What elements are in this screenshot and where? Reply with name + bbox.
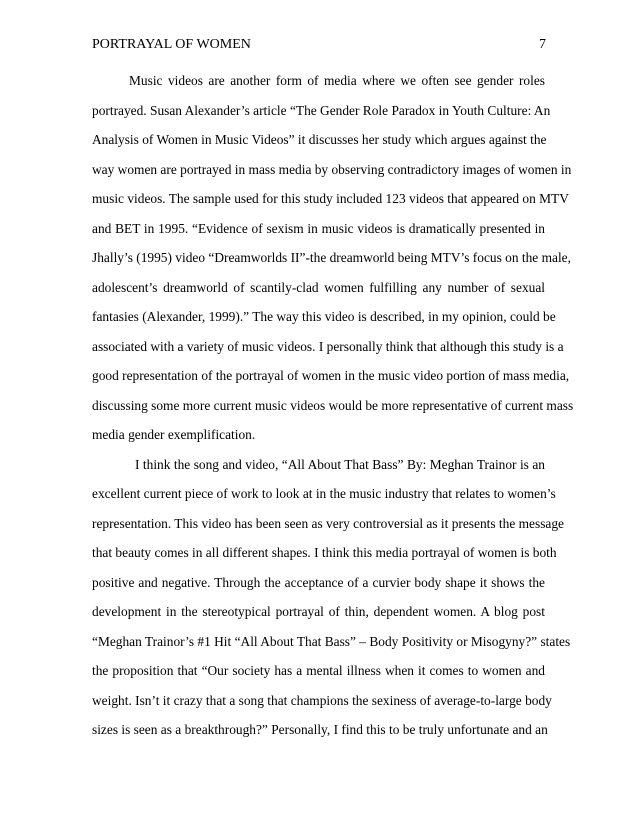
running-header <box>92 37 546 57</box>
text-line: representation. This video has been seen as very controversial as it presents the message <box>92 515 564 531</box>
body-text <box>92 66 574 745</box>
text-line: I think the song and video, “All About That Bass” By: Meghan Trainor is an <box>135 456 545 472</box>
paragraph-1 <box>92 66 574 450</box>
text-line: associated with a variety of music videos. I personally think that although this study is a <box>92 338 564 354</box>
running-head-title: PORTRAYAL OF WOMEN <box>92 37 251 52</box>
text-line: music videos. The sample used for this study included 123 videos that appeared on MTV <box>92 191 569 206</box>
text-line: and BET in 1995. “Evidence of sexism in music videos is dramatically presented in <box>92 220 545 236</box>
page-number: 7 <box>539 37 546 52</box>
text-line: the proposition that “Our society has a mental illness when it comes to women and <box>92 663 545 678</box>
text-line: good representation of the portrayal of women in the music video portion of mass media, <box>92 368 570 383</box>
text-line: portrayed. Susan Alexander’s article “The Gender Role Paradox in Youth Culture: An <box>92 102 551 118</box>
text-line: excellent current piece of work to look at in the music industry that relates to women’s <box>92 486 556 501</box>
text-line: Music videos are another form of media where we often see gender roles <box>129 73 545 88</box>
text-line: Analysis of Women in Music Videos” it discusses her study which argues against the <box>92 132 547 147</box>
text-line: “Meghan Trainor’s #1 Hit “All About That Bass” – Body Positivity or Misogyny?” states <box>92 633 571 649</box>
text-line: media gender exemplification. <box>92 427 256 442</box>
text-line: Jhally’s (1995) video “Dreamworlds II”-the dreamworld being MTV’s focus on the male, <box>92 250 571 265</box>
text-line: adolescent’s dreamworld of scantily-clad women fulfilling any number of sexual <box>92 279 545 295</box>
paragraph-2 <box>92 450 571 745</box>
text-line: that beauty comes in all different shapes. I think this media portrayal of women is both <box>92 545 557 560</box>
text-line: discussing some more current music videos would be more representative of current mass <box>92 397 574 413</box>
text-line: way women are portrayed in mass media by observing contradictory images of women in <box>92 161 572 177</box>
text-line: weight. Isn’t it crazy that a song that champions the sexiness of average-to-large body <box>92 692 552 708</box>
text-line: development in the stereotypical portrayal of thin, dependent women. A blog post <box>92 604 545 619</box>
text-line: fantasies (Alexander, 1999).” The way this video is described, in my opinion, could be <box>92 309 556 324</box>
text-line: positive and negative. Through the acceptance of a curvier body shape it shows the <box>92 574 545 590</box>
text-line: sizes is seen as a breakthrough?” Personally, I find this to be truly unfortunate and an <box>92 722 548 737</box>
